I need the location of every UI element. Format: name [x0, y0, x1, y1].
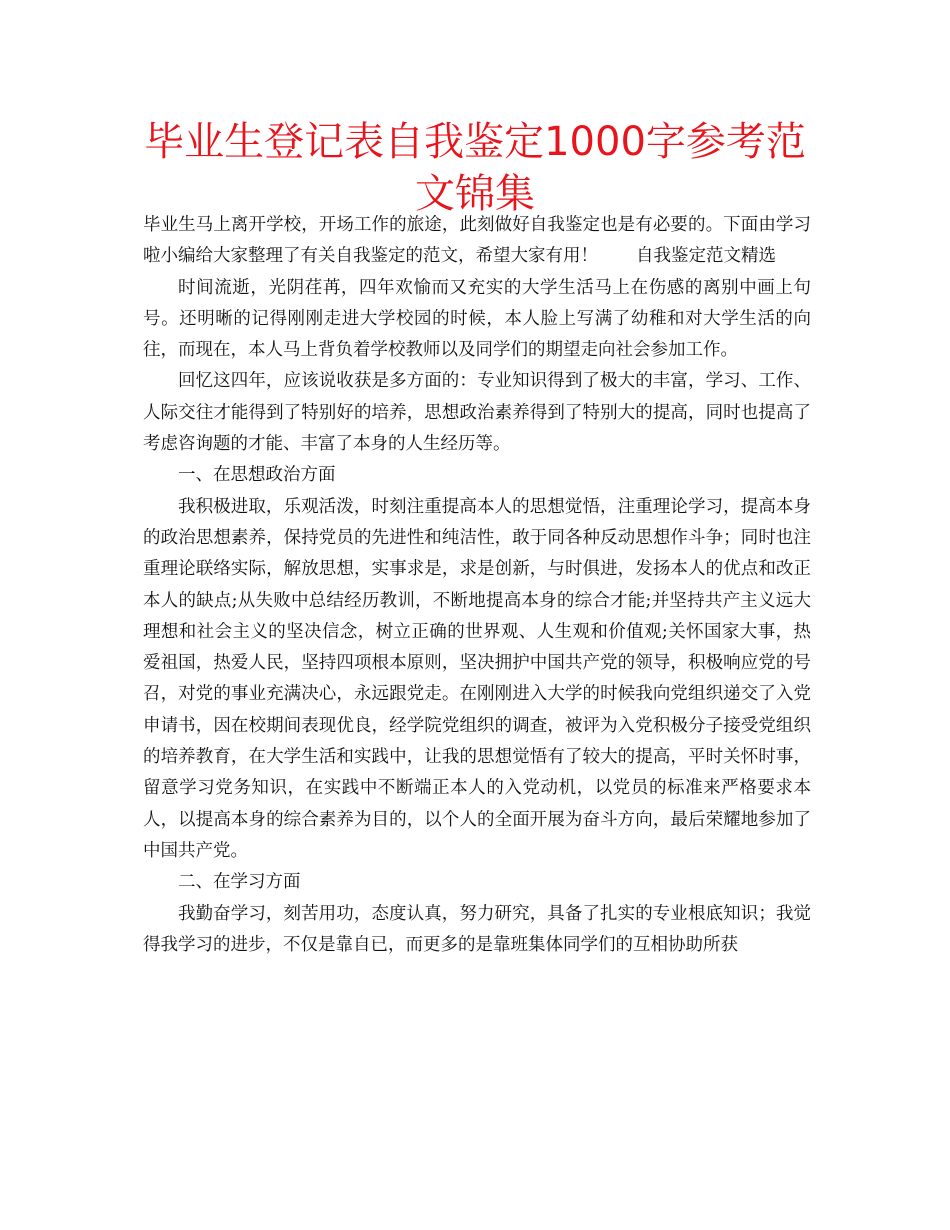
intro-section-label: 自我鉴定范文精选 [636, 246, 776, 267]
paragraph-1: 时间流逝，光阴荏苒，四年欢愉而又充实的大学生活马上在伤感的离别中画上句号。还明晰的记得刚刚走进大学校园的时候，本人脸上写满了幼稚和对大学生活的向往，而现在，本人马上背负着学校教师以及同学们的期望走向社会参加工作。 [143, 277, 811, 361]
section-heading-politics: 一、在思想政治方面 [178, 465, 336, 486]
paragraph-3: 我积极进取，乐观活泼，时刻注重提高本人的思想觉悟，注重理论学习，提高本身的政治思想素养，保持党员的先进性和纯洁性，敢于同各种反动思想作斗争；同时也注重理论联络实际，解放思想，实事求是，求是创新，与时俱进，发扬本人的优点和改正本人的缺点;从失败中总结经历教训，不断地提高本身的综合才能;并坚持共产主义远大理想和社会主义的坚决信念，树立正确的世界观、人生观和价值观;关怀国家大事，热爱祖国，热爱人民，坚持四项根本原则，坚决拥护中国共产党的领导，积极响应党的号召，对党的事业充满决心，永远跟党走。在刚刚进入大学的时候我向党组织递交了入党申请书，因在校期间表现优良，经学院党组织的调查，被评为入党积极分子接受党组织的培养教育，在大学生活和实践中，让我的思想觉悟有了较大的提高，平时关怀时事，留意学习党务知识，在实践中不断端正本人的入党动机，以党员的标准来严格要求本人，以提高本身的综合素养为目的，以个人的全面开展为奋斗方向，最后荣耀地参加了中国共产党。 [143, 496, 811, 861]
document-title: 毕业生登记表自我鉴定1000字参考范文锦集 [144, 119, 806, 217]
document-body [143, 210, 811, 961]
intro-paragraph [143, 210, 811, 273]
paragraph-4: 我勤奋学习，刻苦用功，态度认真，努力研究，具备了扎实的专业根底知识；我觉得我学习的进步，不仅是靠自已，而更多的是靠班集体同学们的互相协助所获 [143, 903, 811, 955]
section-heading-study: 二、在学习方面 [178, 872, 301, 893]
intro-text: 毕业生马上离开学校，开场工作的旅途，此刻做好自我鉴定也是有必要的。下面由学习啦小编给大家整理了有关自我鉴定的范文，希望大家有用！ [143, 215, 811, 267]
paragraph-2: 回忆这四年，应该说收获是多方面的：专业知识得到了极大的丰富，学习、工作、人际交往才能得到了特别好的培养，思想政治素养得到了特别大的提高，同时也提高了考虑咨询题的才能、丰富了本身的人生经历等。 [143, 371, 811, 455]
